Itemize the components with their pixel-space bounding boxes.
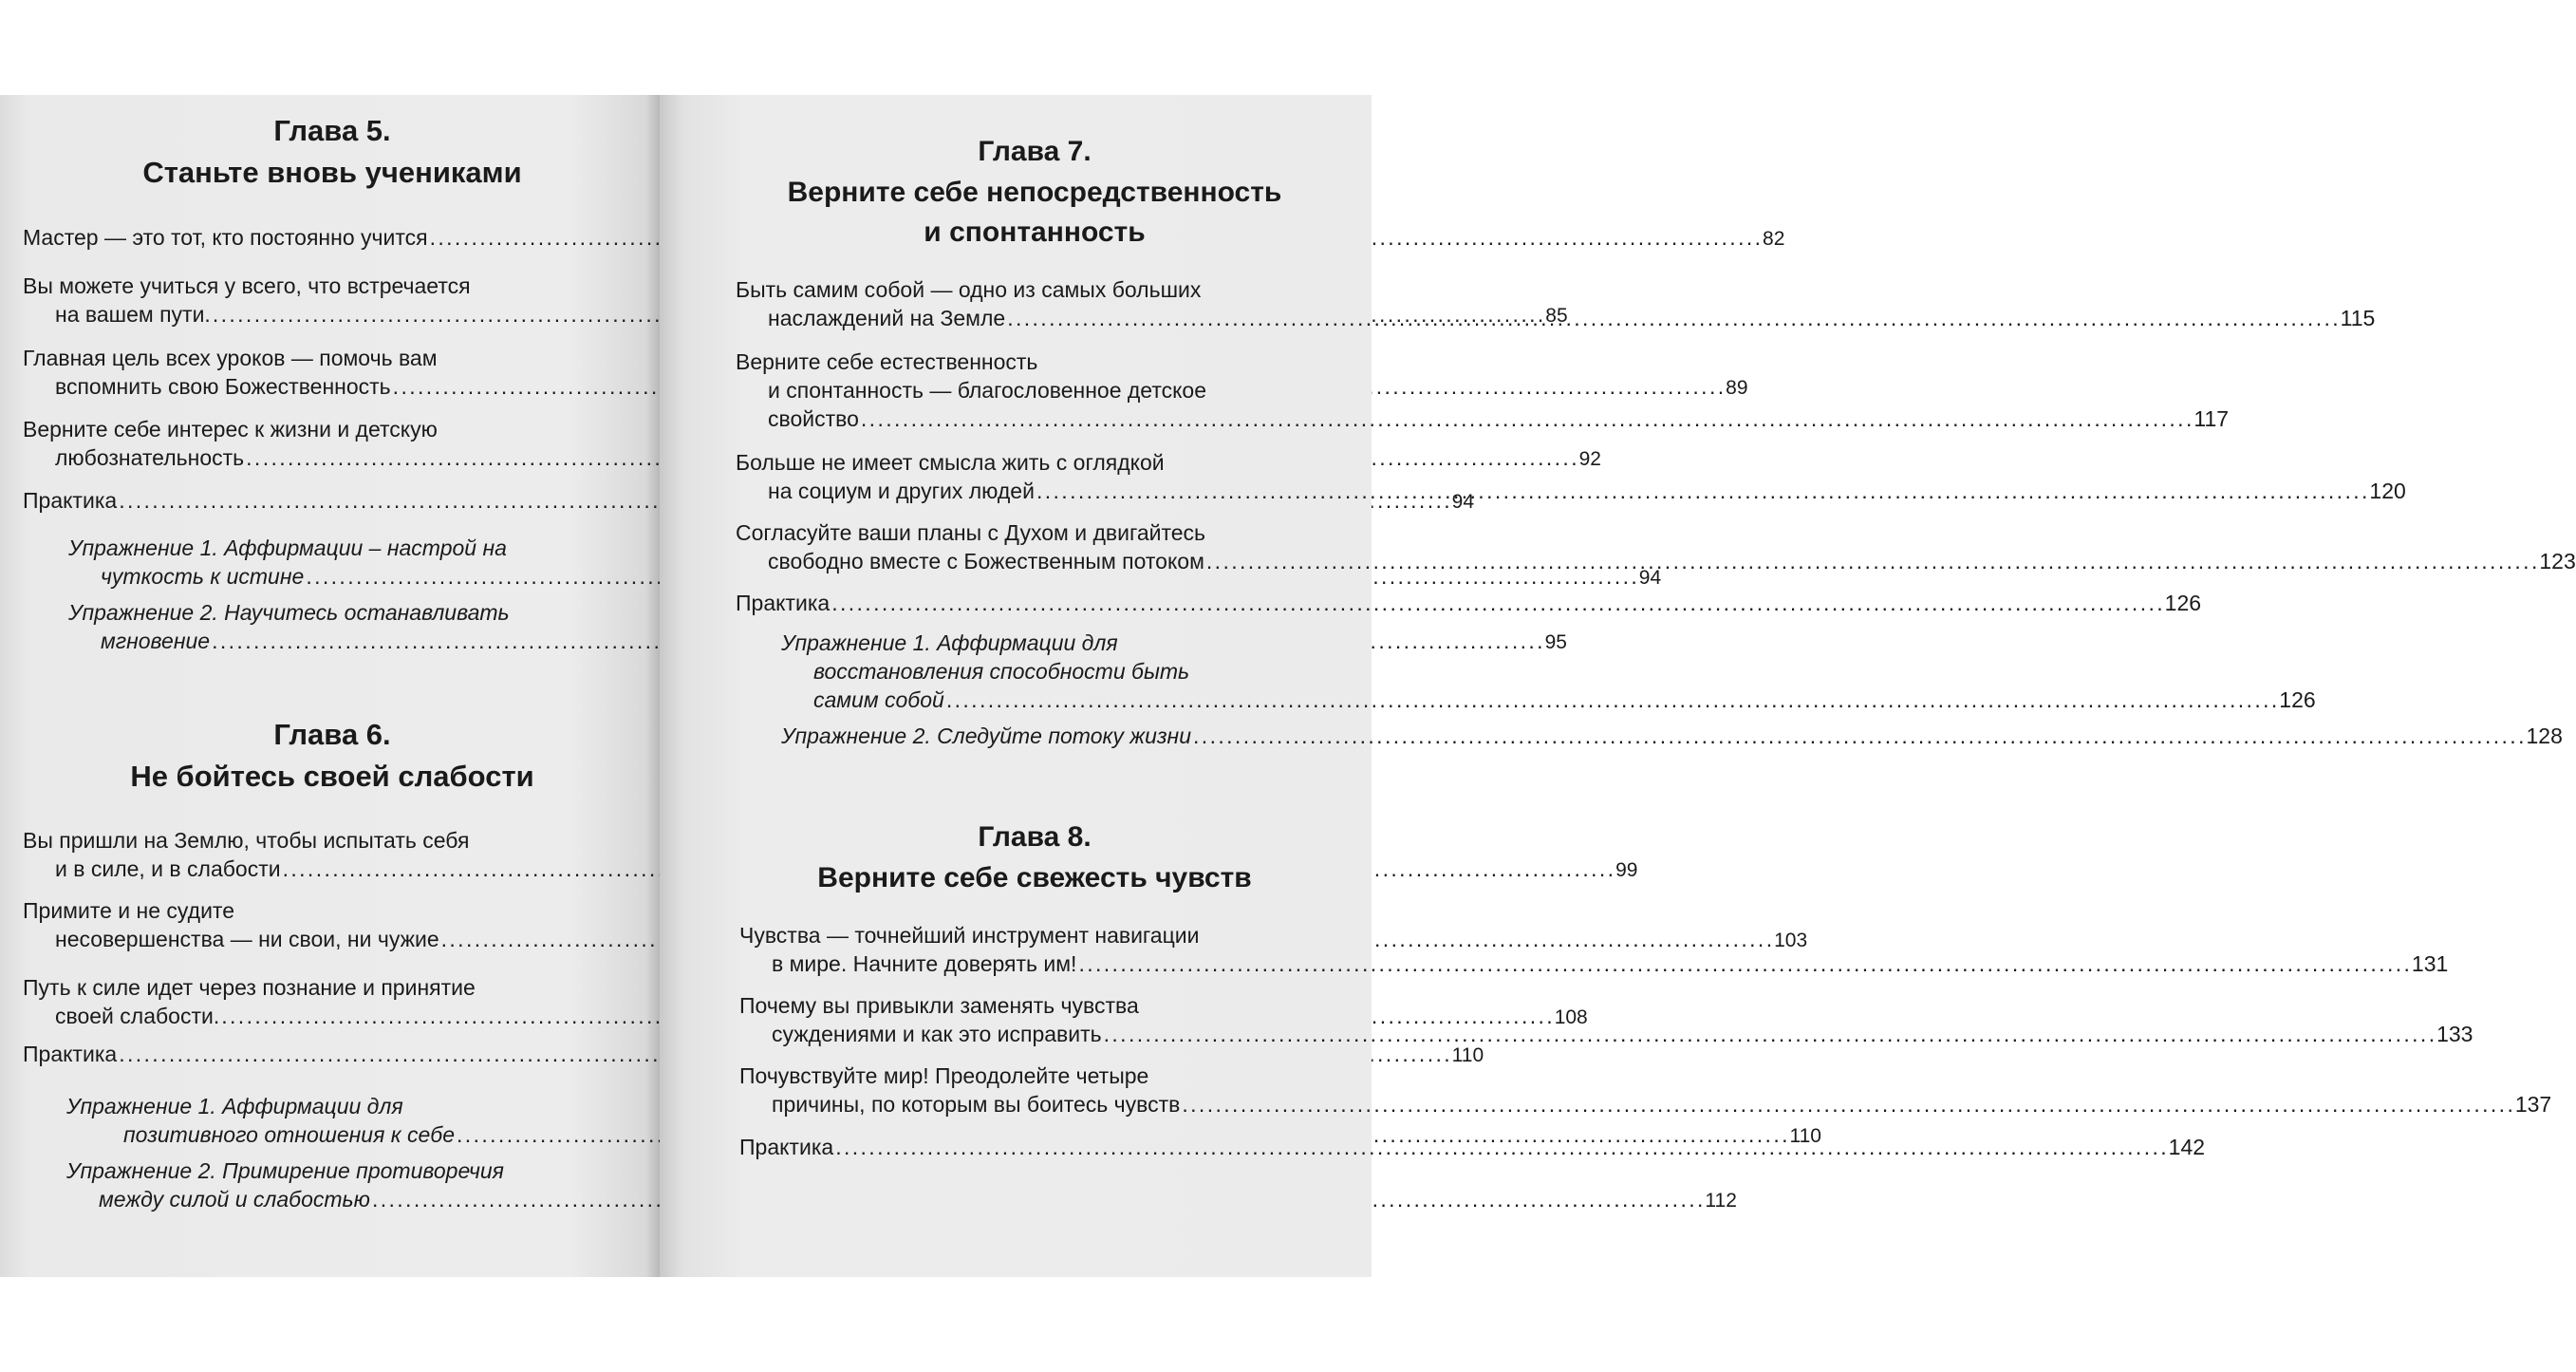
- chapter-number: Глава 7.: [978, 136, 1092, 167]
- open-book: [0, 95, 2576, 1277]
- page-number: 120: [2369, 479, 2406, 503]
- page-number: 128: [2526, 724, 2563, 748]
- toc-entry[interactable]: Практика . . . 126: [736, 589, 1353, 617]
- page-number: 82: [1763, 228, 1785, 250]
- page-number: 95: [1544, 631, 1567, 653]
- toc-entry[interactable]: Чувства — точнейший инструмент навигации в мире. Начните доверять им! . . . 131: [739, 921, 1353, 978]
- toc-entry[interactable]: Мастер — это тот, кто постоянно учится . . . 82: [23, 223, 638, 252]
- toc-entry[interactable]: Почему вы привыкли заменять чувства суждениями и как это исправить . . . 133: [739, 991, 1353, 1048]
- toc-entry[interactable]: Путь к силе идет через познание и принятие своей слабости. . . . 108: [23, 973, 638, 1030]
- page-number: 115: [2340, 306, 2376, 330]
- page-number: 103: [1774, 930, 1808, 951]
- page-number: 94: [1451, 491, 1475, 513]
- page-number: 89: [1726, 377, 1748, 399]
- toc-entry[interactable]: Практика . . . 94: [23, 486, 638, 515]
- page-number: 99: [1615, 859, 1638, 881]
- toc-entry[interactable]: Согласуйте ваши планы с Духом и двигайтесь свободно вместе с Божественным потоком . . . 123: [736, 518, 1353, 575]
- toc-entry[interactable]: Вы можете учиться у всего, что встречается на вашем пути. . . . 85: [23, 272, 638, 329]
- chapter-title: Станьте вновь учениками: [142, 156, 522, 189]
- toc-entry[interactable]: Вы пришли на Землю, чтобы испытать себя и в силе, и в слабости . . . 99: [23, 826, 638, 883]
- toc-exercise-entry[interactable]: Упражнение 2. Следуйте потоку жизни . . . 128: [781, 722, 1353, 750]
- page-number: 94: [1638, 567, 1662, 589]
- chapter-title: Не бойтесь своей слабости: [130, 760, 534, 793]
- chapter-title-line-1: Верните себе непосредственность: [787, 177, 1282, 208]
- chapter-title-line-2: и спонтанность: [924, 216, 1146, 248]
- toc-exercise-entry[interactable]: Упражнение 1. Аффирмации для восстановления способности быть самим собой . . . 126: [781, 629, 1353, 714]
- page-number: 131: [2411, 951, 2449, 976]
- toc-exercise-entry[interactable]: Упражнение 2. Примирение противоречия между силой и слабостью . . . 112: [66, 1156, 638, 1213]
- chapter-number: Глава 5.: [273, 114, 391, 147]
- toc-entry[interactable]: Верните себе интерес к жизни и детскую любознательность . . . 92: [23, 415, 638, 472]
- page-number: 123: [2539, 549, 2576, 573]
- chapter-number: Глава 8.: [978, 821, 1092, 853]
- chapter-7-heading: [717, 131, 1353, 253]
- toc-entry[interactable]: Примите и не судите несовершенства — ни свои, ни чужие . . . 103: [23, 896, 638, 953]
- page-number: 108: [1554, 1006, 1588, 1028]
- toc-exercise-entry[interactable]: Упражнение 2. Научитесь останавливать мгновение . . . 95: [68, 598, 638, 655]
- toc-entry[interactable]: Главная цель всех уроков — помочь вам вспомнить свою Божественность . . . 89: [23, 344, 638, 401]
- toc-entry[interactable]: Практика . . . 142: [739, 1133, 1353, 1161]
- page-number: 110: [1789, 1125, 1821, 1147]
- toc-entry[interactable]: Верните себе естественность и спонтанность — благословенное детское свойство . . . 117: [736, 348, 1353, 433]
- toc-exercise-entry[interactable]: Упражнение 1. Аффирмации для позитивного отношения к себе . . . 110: [66, 1092, 638, 1149]
- page-number: 85: [1545, 305, 1568, 327]
- toc-exercise-entry[interactable]: Упражнение 1. Аффирмации – настрой на чуткость к истине . . . 94: [68, 534, 638, 591]
- chapter-6-heading: [19, 714, 645, 798]
- page-number: 117: [2193, 406, 2230, 431]
- page-number: 133: [2436, 1022, 2473, 1046]
- page-number: 137: [2514, 1092, 2552, 1117]
- page-number: 110: [1451, 1044, 1484, 1066]
- page-number: 126: [2164, 591, 2202, 615]
- chapter-8-heading: [717, 817, 1353, 898]
- toc-entry[interactable]: Почувствуйте мир! Преодолейте четыре причины, по которым вы боитесь чувств . . . 137: [739, 1062, 1353, 1118]
- toc-entry[interactable]: Практика . . . 110: [23, 1040, 638, 1068]
- toc-entry[interactable]: Быть самим собой — одно из самых больших наслаждений на Земле . . . 115: [736, 275, 1353, 332]
- chapter-title: Верните себе свежесть чувств: [817, 862, 1252, 893]
- page-number: 142: [2168, 1135, 2206, 1159]
- chapter-5-heading: [19, 110, 645, 194]
- chapter-number: Глава 6.: [273, 718, 391, 751]
- toc-entry[interactable]: Больше не имеет смысла жить с оглядкой на социум и других людей . . . 120: [736, 448, 1353, 505]
- page-number: 126: [2279, 687, 2316, 712]
- page-number: 92: [1578, 448, 1601, 470]
- page-number: 112: [1705, 1190, 1737, 1212]
